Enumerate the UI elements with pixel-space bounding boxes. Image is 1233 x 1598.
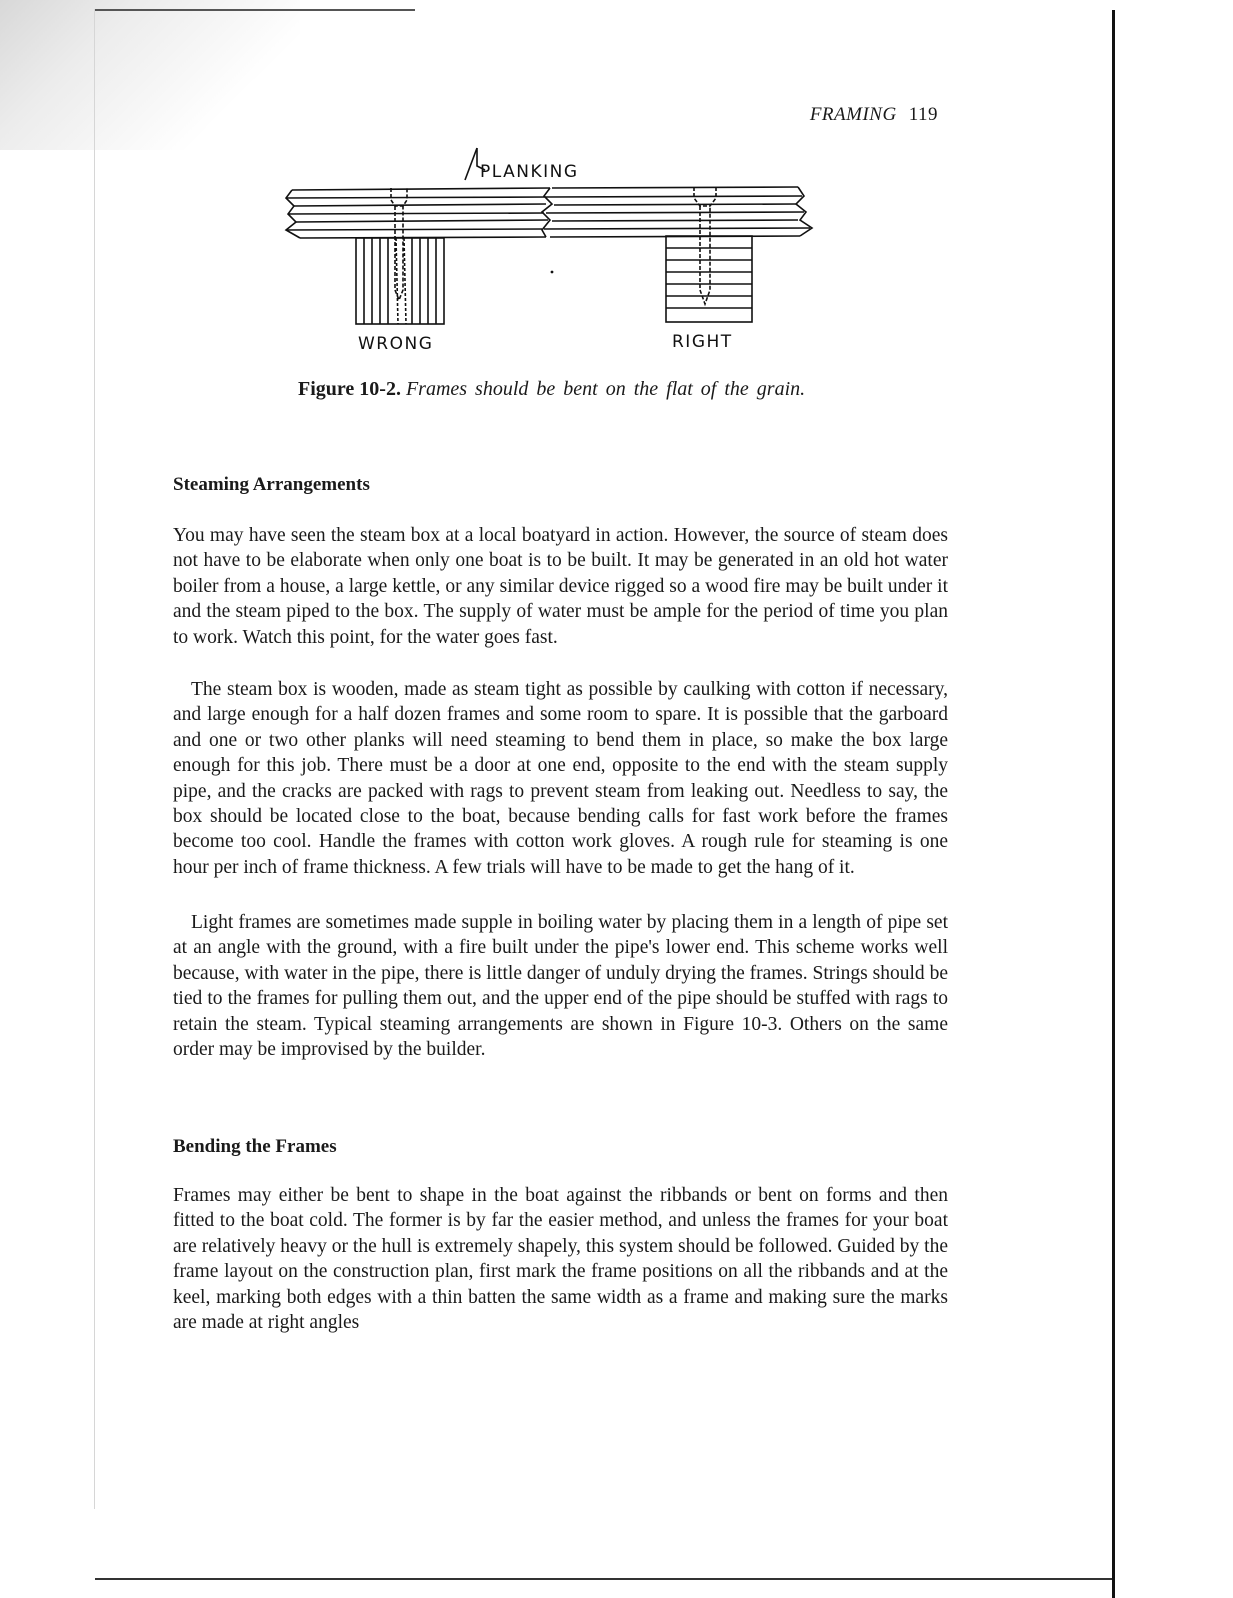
caption-text: Frames should be bent on the flat of the grain.: [405, 378, 806, 400]
caption-label: Figure 10-2.: [298, 378, 401, 400]
wrong-label: WRONG: [358, 334, 434, 354]
scan-bottom-edge: [95, 1578, 1112, 1580]
figure-caption: [298, 376, 818, 402]
running-head: [810, 104, 938, 126]
section-heading-bending: Bending the Frames: [173, 1136, 337, 1157]
running-head-title: FRAMING: [809, 104, 897, 125]
scan-left-edge: [94, 9, 95, 1509]
figure-10-2: [280, 140, 820, 360]
wrong-frame: [356, 238, 444, 324]
scan-top-edge: [95, 9, 415, 11]
planking-label: PLANKING: [480, 162, 579, 182]
paragraph: Light frames are sometimes made supple in boiling water by placing them in a length of pipe set at an angle with the ground, with a fire built under the pipe's lower end. This scheme works well because, with water in the pipe, there is little danger of unduly drying the frames. Strings should be tied to the frames for pulling them out, and the upper end of the pipe should be stuffed with rags to retain the steam. Typical steaming arrangements are shown in Figure 10-3. Others on the same order may be improvised by the builder.: [173, 912, 948, 1061]
paragraph: The steam box is wooden, made as steam tight as possible by caulking with cotton if necessary, and large enough for a half dozen frames and some room to spare. It is possible that the garboard and one or two other planks will need steaming to bend them in place, so make the box large enough for this job. There must be a door at one end, opposite to the end with the steam supply pipe, and the cracks are packed with rags to prevent steam from leaking out. Needless to say, the box should be located close to the boat, because bending calls for fast work before the frames become too cool. Handle the frames with cotton work gloves. A rough rule for steaming is one hour per inch of frame thickness. A few trials will have to be made to get the hang of it.: [173, 679, 948, 878]
scan-right-edge: [1112, 10, 1115, 1598]
paragraph: You may have seen the steam box at a local boatyard in action. However, the source of steam does not have to be elaborate when only one boat is to be built. It may be generated in an old hot water boiler from a house, a large kettle, or any similar device rigged so a wood fire may be built under it and the steam piped to the box. The supply of water must be ample for the period of time you plan to work. Watch this point, for the water goes fast.: [173, 525, 948, 648]
scan-shadow: [0, 0, 300, 150]
paragraph: Frames may either be bent to shape in the boat against the ribbands or bent on forms and then fitted to the boat cold. The former is by far the easier method, and unless the frames for your boat are relatively heavy or the hull is extremely shapely, this system should be followed. Guided by the frame layout on the construction plan, first mark the frame positions on all the ribbands and at the keel, marking both edges with a thin batten the same width as a frame and making sure the marks are made at right angles: [173, 1185, 948, 1334]
left-planking: [286, 188, 552, 238]
page-number: 119: [908, 104, 938, 125]
right-frame: [666, 236, 752, 322]
right-label: RIGHT: [672, 332, 733, 352]
right-planking: [544, 187, 812, 237]
section-heading-steaming: Steaming Arrangements: [173, 474, 370, 495]
